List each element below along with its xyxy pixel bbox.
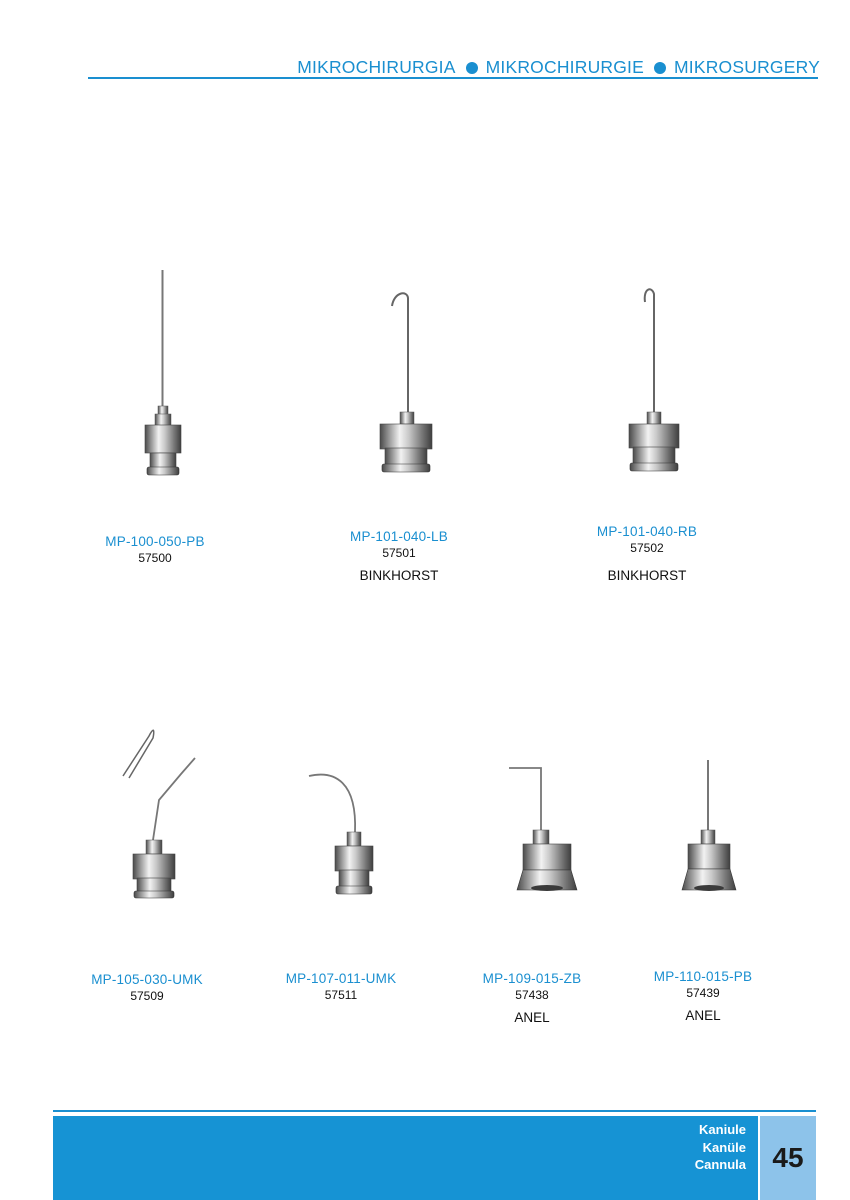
cannula-bent-tip-image xyxy=(505,764,585,896)
product-code: MP-101-040-LB xyxy=(350,529,448,544)
product-code: MP-101-040-RB xyxy=(596,524,698,539)
cannula-hook-right-image xyxy=(625,284,695,476)
page-number-box xyxy=(760,1116,816,1200)
footer-label-english: Cannula xyxy=(694,1157,746,1172)
product-code: MP-109-015-ZB xyxy=(482,971,582,986)
product-item xyxy=(597,523,697,585)
product-name: BINKHORST xyxy=(359,568,439,583)
header-title-german: MIKROCHIRURGIE xyxy=(485,57,644,77)
bullet-dot-icon xyxy=(466,62,478,74)
product-number: 57439 xyxy=(686,986,720,1000)
product-number: 57511 xyxy=(324,988,358,1002)
product-item xyxy=(654,968,752,1025)
product-code: MP-100-050-PB xyxy=(105,534,205,549)
product-number: 57501 xyxy=(382,546,416,560)
cannula-straight-image xyxy=(130,268,200,480)
header-title-polish: MIKROCHIRURGIA xyxy=(297,57,456,77)
product-number: 57509 xyxy=(130,989,164,1003)
footer-rule xyxy=(53,1110,816,1112)
product-item xyxy=(350,528,448,585)
product-item xyxy=(105,533,204,566)
product-code: MP-107-011-UMK xyxy=(285,971,397,986)
product-item xyxy=(483,970,582,1027)
cannula-angled-image xyxy=(115,722,205,900)
product-number: 57438 xyxy=(515,988,549,1002)
product-name: ANEL xyxy=(685,1008,721,1023)
footer-band xyxy=(53,1116,758,1200)
product-name: BINKHORST xyxy=(607,568,687,583)
cannula-curved-image xyxy=(305,768,385,900)
cannula-hook-left-image xyxy=(372,288,442,480)
page-header-title xyxy=(297,57,820,78)
product-name: ANEL xyxy=(514,1010,550,1025)
product-item xyxy=(286,970,397,1003)
header-title-english: MIKROSURGERY xyxy=(674,57,820,77)
product-number: 57500 xyxy=(138,551,172,565)
product-code: MP-110-015-PB xyxy=(653,969,753,984)
bullet-dot-icon xyxy=(654,62,666,74)
page-number: 45 xyxy=(772,1142,804,1173)
footer-label-german: Kanüle xyxy=(702,1139,746,1155)
product-item xyxy=(91,971,203,1004)
product-code: MP-105-030-UMK xyxy=(91,972,203,987)
footer-section-labels xyxy=(695,1121,746,1174)
header-rule xyxy=(88,77,818,79)
footer-label-polish: Kaniule xyxy=(699,1122,746,1137)
product-number: 57502 xyxy=(630,541,664,555)
cannula-anel-straight-image xyxy=(680,758,750,896)
